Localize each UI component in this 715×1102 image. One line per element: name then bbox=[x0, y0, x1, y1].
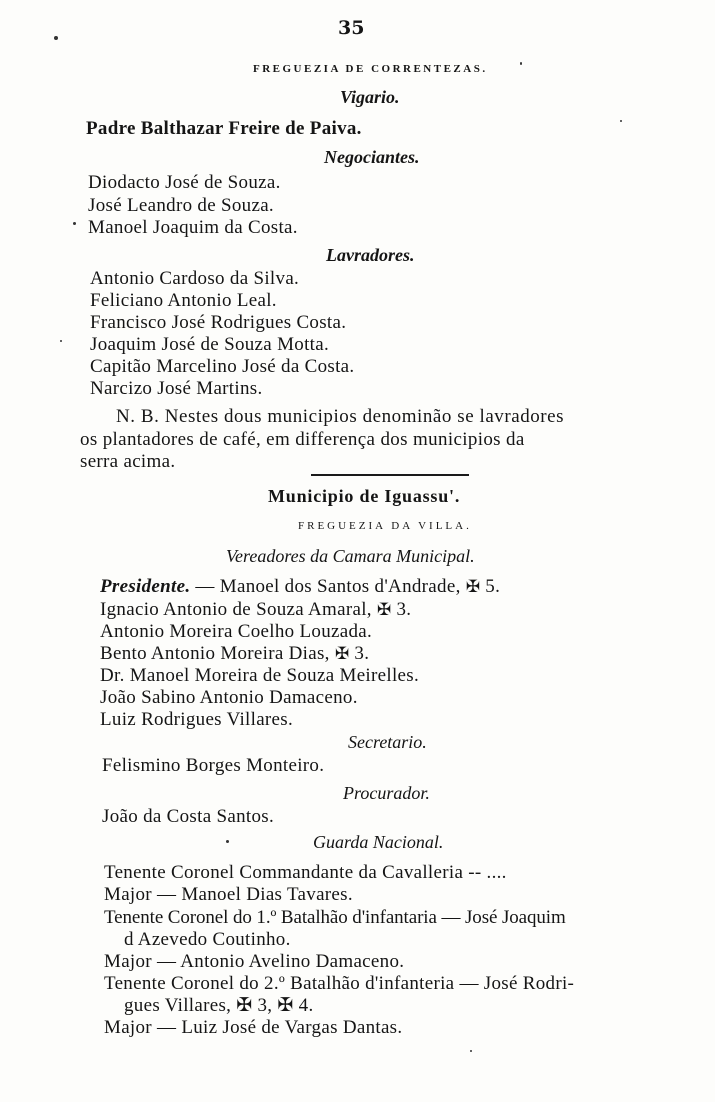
vereador-line bbox=[100, 666, 419, 685]
order-cross-icon: ✠ bbox=[465, 577, 481, 597]
scan-speck bbox=[73, 222, 76, 225]
vereador-line bbox=[100, 622, 372, 641]
procurador-line: João da Costa Santos. bbox=[102, 806, 275, 827]
section-heading-procurador: Procurador. bbox=[343, 783, 430, 803]
vereador-line bbox=[100, 577, 500, 596]
villa-heading: FREGUEZIA DA VILLA. bbox=[298, 520, 472, 532]
vereador-text: Bento Antonio Moreira Dias, bbox=[100, 643, 330, 664]
section-heading-secretario: Secretario. bbox=[348, 732, 427, 752]
vereador-text: Antonio Moreira Coelho Louzada. bbox=[100, 621, 373, 642]
lavrador-line: Feliciano Antonio Leal. bbox=[90, 290, 277, 311]
section-heading-lavradores: Lavradores. bbox=[326, 245, 415, 265]
negociante-line: José Leandro de Souza. bbox=[88, 195, 274, 216]
guarda-line: Tenente Coronel do 2.º Batalhão d'infanteria — José Rodri- bbox=[104, 973, 575, 994]
lavrador-line: Joaquim José de Souza Motta. bbox=[90, 334, 330, 355]
negociante-line: Manoel Joaquim da Costa. bbox=[88, 217, 298, 238]
guarda-line: d Azevedo Coutinho. bbox=[124, 929, 291, 950]
guarda-line: Major — Antonio Avelino Damaceno. bbox=[104, 951, 405, 972]
vereador-line bbox=[100, 644, 369, 663]
scan-speck bbox=[520, 62, 522, 65]
lavrador-line: Narcizo José Martins. bbox=[90, 378, 263, 399]
lavrador-line: Capitão Marcelino José da Costa. bbox=[90, 356, 355, 377]
lavrador-line: Antonio Cardoso da Silva. bbox=[90, 268, 300, 289]
order-cross-icon: ✠ bbox=[334, 644, 350, 664]
scan-speck bbox=[470, 1050, 472, 1052]
lavrador-line: Francisco José Rodrigues Costa. bbox=[90, 312, 347, 333]
order-number: 3. bbox=[391, 599, 412, 620]
vereador-line bbox=[100, 710, 293, 729]
section-heading-vigario: Vigario. bbox=[340, 87, 400, 107]
section-divider bbox=[311, 474, 469, 476]
note-line: N. B. Nestes dous municipios denominão se lavradores bbox=[116, 406, 565, 427]
presidente-label: Presidente. bbox=[100, 576, 191, 597]
vereador-text: Luiz Rodrigues Villares. bbox=[100, 709, 294, 730]
section-heading-vereadores: Vereadores da Camara Municipal. bbox=[226, 546, 475, 566]
section-heading-guarda: Guarda Nacional. bbox=[313, 832, 444, 852]
vereador-line bbox=[100, 688, 358, 707]
scan-speck bbox=[226, 840, 229, 843]
page-number: 35 bbox=[338, 17, 365, 39]
guarda-line: Tenente Coronel do 1.º Batalhão d'infantaria — José Joaquim bbox=[104, 907, 566, 928]
vereador-text: João Sabino Antonio Damaceno. bbox=[100, 687, 358, 708]
order-number: 3. bbox=[349, 643, 370, 664]
parish-heading: FREGUEZIA DE CORRENTEZAS. bbox=[253, 63, 488, 75]
vereador-text: Dr. Manoel Moreira de Souza Meirelles. bbox=[100, 665, 419, 686]
negociante-line: Diodacto José de Souza. bbox=[88, 172, 281, 193]
scan-speck bbox=[620, 120, 622, 122]
guarda-line: Major — Manoel Dias Tavares. bbox=[104, 884, 353, 905]
note-line: os plantadores de café, em differença dos municipios da bbox=[80, 429, 525, 450]
vereador-line bbox=[100, 600, 411, 619]
scan-speck bbox=[60, 340, 62, 342]
guarda-line: Tenente Coronel Commandante da Cavalleria -- .... bbox=[104, 862, 507, 883]
municipio-heading: Municipio de Iguassu'. bbox=[268, 486, 461, 506]
secretario-line: Felismino Borges Monteiro. bbox=[102, 755, 325, 776]
note-line: serra acima. bbox=[80, 451, 176, 472]
section-heading-negociantes: Negociantes. bbox=[324, 147, 420, 167]
order-number: 5. bbox=[480, 576, 501, 597]
scan-speck bbox=[54, 36, 58, 40]
vereador-text: — Manoel dos Santos d'Andrade, bbox=[190, 576, 461, 597]
vigario-line: Padre Balthazar Freire de Paiva. bbox=[86, 118, 362, 139]
guarda-line: gues Villares, ✠ 3, ✠ 4. bbox=[124, 995, 314, 1016]
guarda-line: Major — Luiz José de Vargas Dantas. bbox=[104, 1017, 403, 1038]
order-cross-icon: ✠ bbox=[376, 600, 392, 620]
vereador-text: Ignacio Antonio de Souza Amaral, bbox=[100, 599, 372, 620]
